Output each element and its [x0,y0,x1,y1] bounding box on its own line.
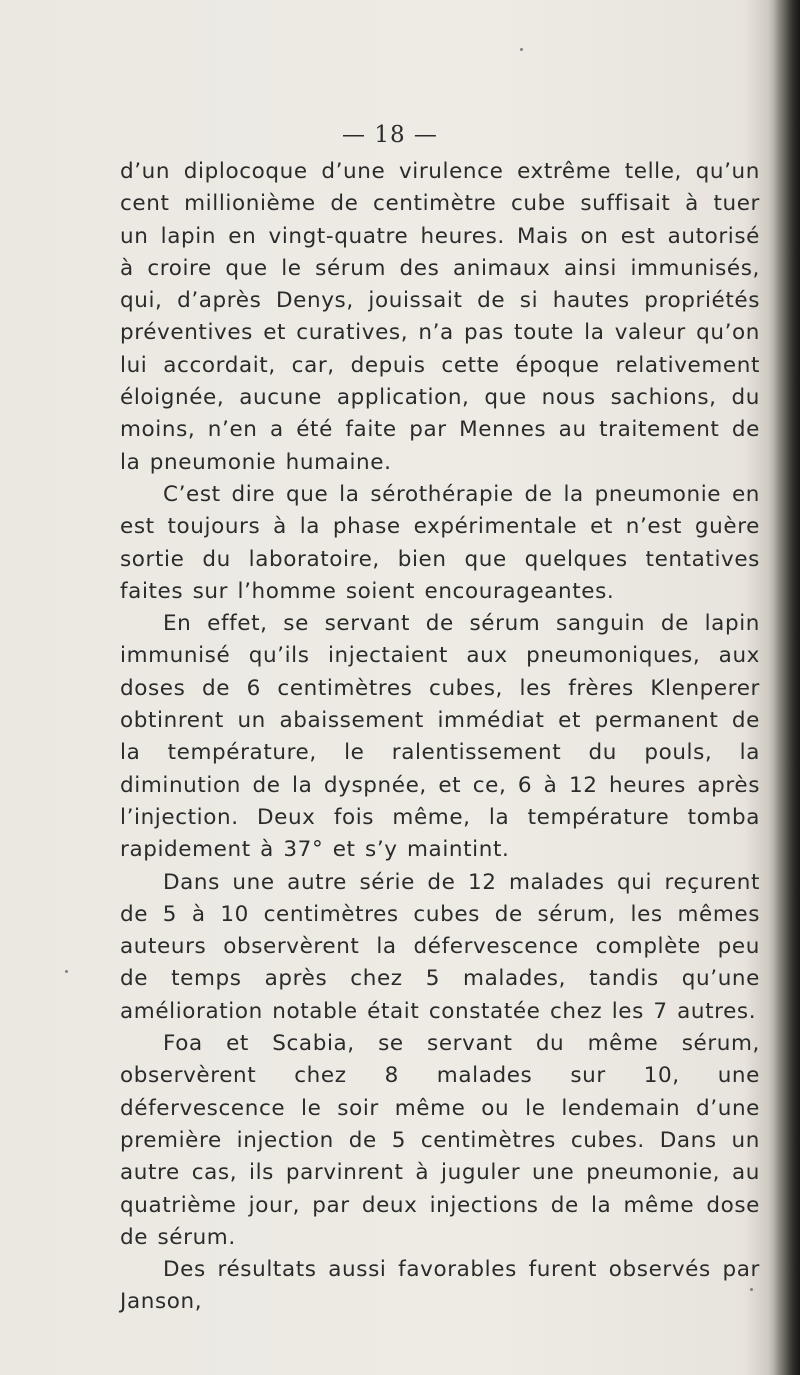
paragraph-5: Foa et Scabia, se servant du même sérum, observèrent chez 8 malades sur 10, une défervescence le soir même ou le lendemain d’une première injection de 5 centimètres cubes. Dans un autre cas, ils parvinrent à juguler une pneumonie, au quatrième jour, par deux injections de la même dose de sérum. [120,1031,760,1250]
paragraph-3: En effet, se servant de sérum sanguin de lapin immunisé qu’ils injectaient aux pneumoniques, aux doses de 6 centimètres cubes, les frères Klenperer obtinrent un abaissement immédiat et permanent de la température, le ralentissement du pouls, la diminution de la dyspnée, et ce, 6 à 12 heures après l’injection. Deux fois même, la température tomba rapidement à 37° et s’y maintint. [120,611,760,863]
page-number: — 18 — [342,122,438,148]
print-speck [65,970,68,973]
paragraph-6: Des résultats aussi favorables furent observés par Janson, [120,1257,760,1315]
print-speck [750,1288,753,1291]
body-text [120,156,760,1319]
paragraph-1: d’un diplocoque d’une virulence extrême telle, qu’un cent millionième de centimètre cube suffisait à tuer un lapin en vingt-quatre heures. Mais on est autorisé à croire que le sérum des animaux ainsi immunisés, qui, d’après Denys, jouissait de si hautes propriétés préventives et curatives, n’a pas toute la valeur qu’on lui accordait, car, depuis cette époque relativement éloignée, aucune application, que nous sachions, du moins, n’en a été faite par Mennes au traitement de la pneumonie humaine. [120,159,760,475]
page-edge-shadow [774,0,800,1375]
paragraph-4: Dans une autre série de 12 malades qui reçurent de 5 à 10 centimètres cubes de sérum, les mêmes auteurs observèrent la défervescence complète peu de temps après chez 5 malades, tandis qu’une amélioration notable était constatée chez les 7 autres. [120,869,760,1024]
paragraph-2: C’est dire que la sérothérapie de la pneumonie en est toujours à la phase expérimentale et n’est guère sortie du laboratoire, bien que quelques tentatives faites sur l’homme soient encourageantes. [120,481,760,604]
print-speck [520,48,523,51]
